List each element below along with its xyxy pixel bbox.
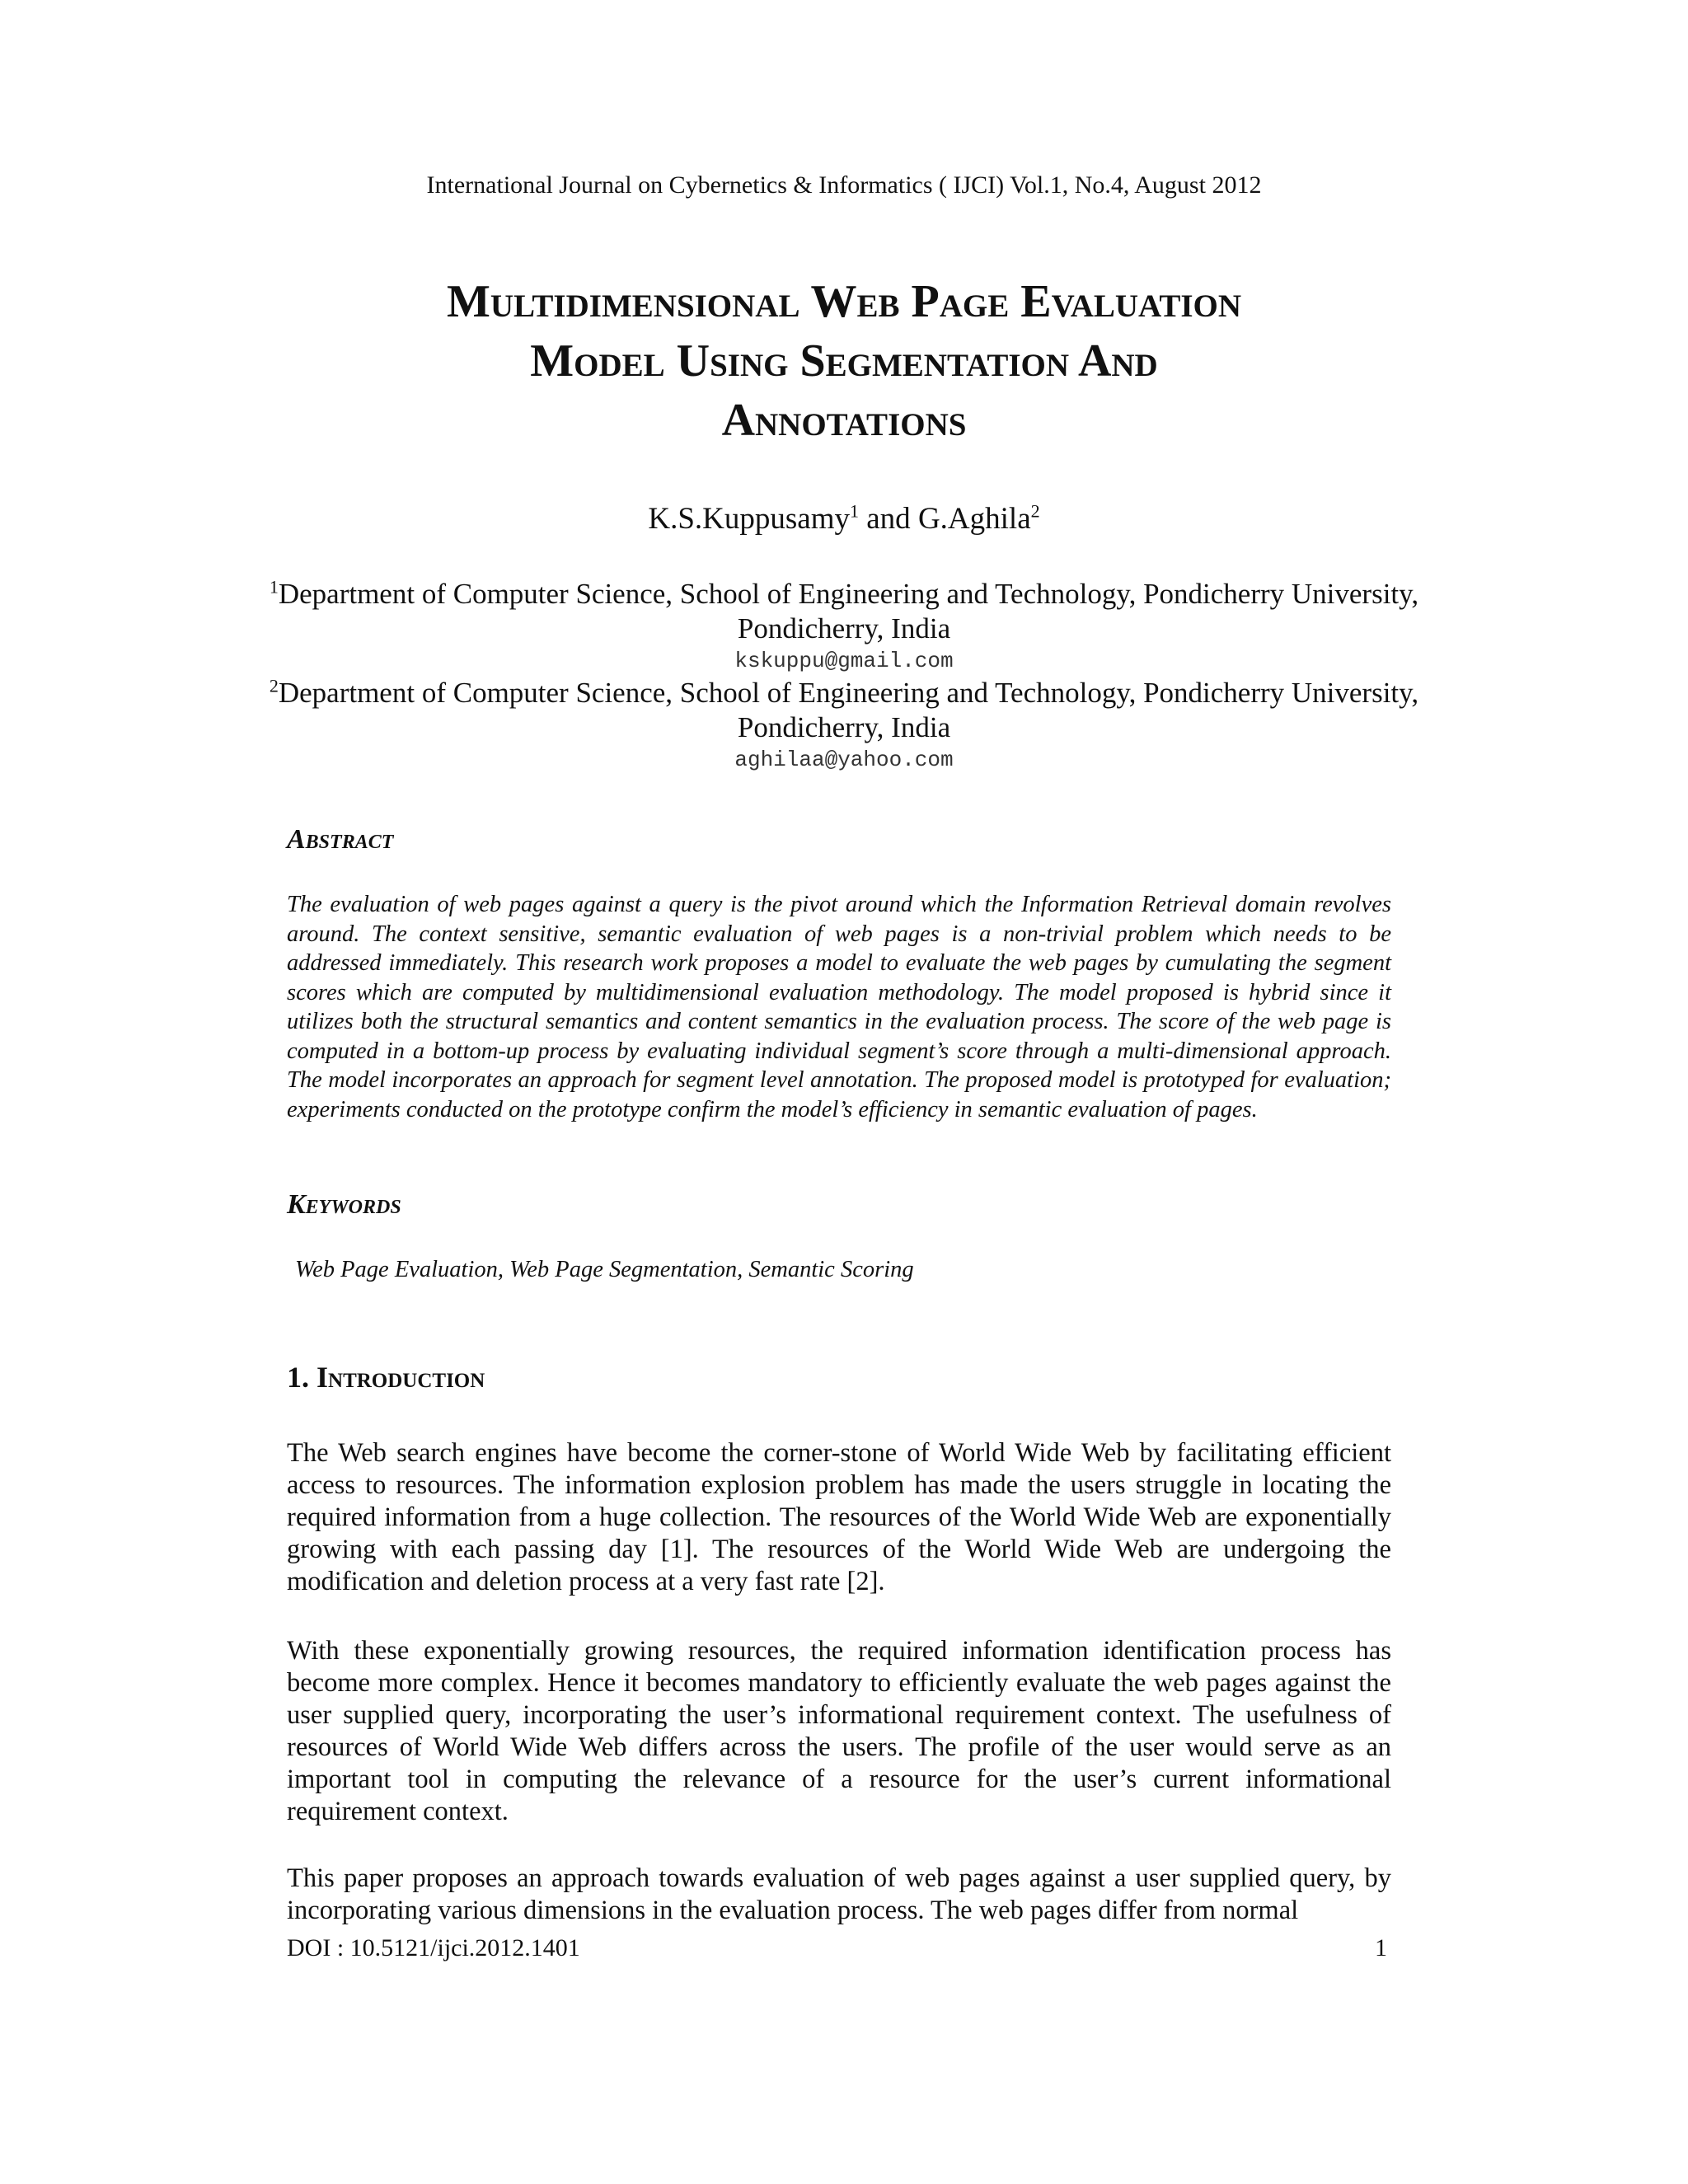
paper-title [247,272,1441,450]
author-1-affiliation-mark: 1 [850,500,859,522]
title-line-2: Model Using Segmentation And [530,335,1158,387]
introduction-paragraph-2: With these exponentially growing resources, the required information identification process has become more complex. Hence it becomes mandatory to efficiently evaluate the web pages against the user supplied query, incorporating the user’s informational requirement context. The usefulness of resources of World Wide Web differs across the users. The profile of the user would serve as an important tool in computing the relevance of a resource for the user’s current informational requirement context. [287,1636,1391,1826]
author-2-affiliation-mark: 2 [1030,500,1040,522]
abstract-text: The evaluation of web pages against a query is the pivot around which the Information Retrieval domain revolves around. The context sensitive, semantic evaluation of web pages is a non-trivial problem which needs to be addressed immediately. This research work proposes a model to evaluate the web pages by cumulating the segment scores which are computed by multidimensional evaluation methodology. The model proposed is hybrid since it utilizes both the structural semantics and content semantics in the evaluation process. The score of the web page is computed in a bottom-up process by evaluating individual segment’s score through a multi-dimensional approach. The model incorporates an approach for segment level annotation. The proposed model is prototyped for evaluation; experiments conducted on the prototype confirm the model’s efficiency in semantic evaluation of pages. [287,892,1391,1122]
keywords-text: Web Page Evaluation, Web Page Segmentation, Semantic Scoring [295,1257,914,1282]
affiliation-1-mark: 1 [269,576,279,598]
introduction-paragraph-3: This paper proposes an approach towards evaluation of web pages against a user supplied query, by incorporating various dimensions in the evaluation process. The web pages differ from normal [287,1863,1391,1925]
author-2: G.Aghila [917,502,1031,536]
affiliation-1 [247,577,1441,676]
running-head: International Journal on Cybernetics & Informatics ( IJCI) Vol.1, No.4, August 2012 [426,171,1262,199]
footer-doi: DOI : 10.5121/ijci.2012.1401 [287,1934,580,1961]
affiliation-2 [247,676,1441,775]
affiliation-1-email: kskuppu@gmail.com [734,649,954,673]
authors [0,501,1688,537]
author-connector: and [859,502,918,536]
introduction-heading: 1. Introduction [287,1361,485,1394]
keywords-heading: Keywords [287,1189,401,1220]
affiliation-2-mark: 2 [269,675,279,696]
introduction-paragraph-1: The Web search engines have become the corner-stone of World Wide Web by facilitating efficient access to resources. The information explosion problem has made the users struggle in locating the required information from a huge collection. The resources of the World Wide Web are exponentially growing with each passing day [1]. The resources of the World Wide Web are undergoing the modification and deletion process at a very fast rate [2]. [287,1438,1391,1596]
title-line-3: Annotations [721,395,967,446]
author-1: K.S.Kuppusamy [648,502,850,536]
affiliation-2-email: aghilaa@yahoo.com [734,748,954,772]
affiliation-1-text: Department of Computer Science, School of Engineering and Technology, Pondicherry University, Pondicherry, India [278,578,1419,644]
title-line-1: Multidimensional Web Page Evaluation [446,276,1242,327]
abstract-heading: Abstract [287,824,394,855]
affiliation-2-text: Department of Computer Science, School of Engineering and Technology, Pondicherry University, Pondicherry, India [278,677,1419,743]
page-number: 1 [1375,1934,1387,1961]
